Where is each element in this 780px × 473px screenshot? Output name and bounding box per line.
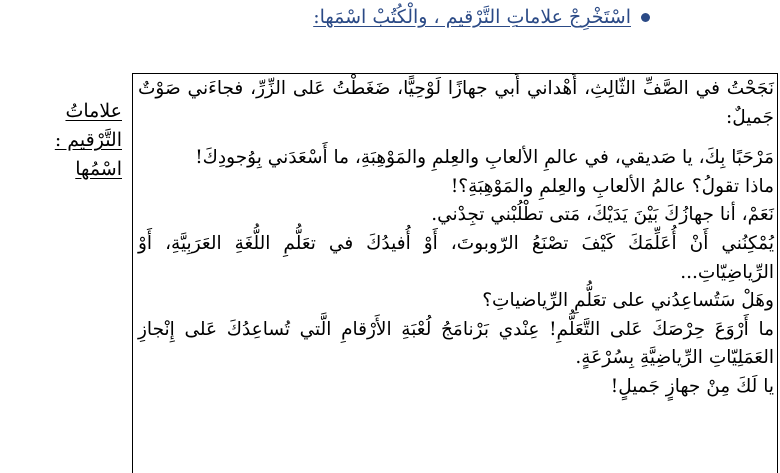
side-label-line-3: اسْمُها [75, 158, 122, 180]
paragraph: وهَلْ سَتُساعِدُني على تعَلُّمِ الرِّياضياتِ؟ [482, 290, 774, 312]
paragraph: مَرْحَبًا بِكَ، يا صَديقي، في عالمِ الألعابِ والعِلمِ والمَوْهِبَةِ، ما أَسْعَدَني بِوُجودِكَ! [195, 147, 774, 169]
paragraph: نَجَحْتُ في الصَّفِّ الثّالِثِ، أَهْداني أَبي جهازًا لَوْحِيًّا، ضَغَطْتُ عَلى الزِّرِّ، فجاءَني صَوْتٌ جَميلٌ: [138, 78, 774, 128]
instruction-text: اسْتَخْرِجْ علاماتِ التَّرْقيم ، والْكُتُبْ اسْمَها: [313, 6, 631, 28]
paragraph: ما أَرْوَعَ حِرْصَكَ عَلى التَّعَلُّمِ! عِنْدي بَرْنامَجُ لُعْبَةِ الأَرْقامِ الَّتي تُساعِدُكَ عَلى إِنْجازِ العَمَلِيّاتِ الرِّياضِيَّةِ بِسُرْعَةٍ. [138, 318, 774, 369]
instruction-line [313, 6, 650, 28]
bullet-icon [641, 13, 650, 22]
paragraph: نَعَمْ، أنا جهازُكَ بَيْنَ يَدَيْكَ، مَتى تطْلُبْني تجِدْني. [431, 204, 774, 226]
story-text [138, 75, 774, 402]
paragraph: يُمْكِنُني أَنْ أُعَلِّمَكَ كَيْفَ تصْنَعُ الرّوبوتَ، أَوْ أُفيدُكَ في تعَلُّمِ اللُّغَةِ العَرَبِيَّةِ، أَوْ الرِّياضِيّاتِ... [138, 232, 774, 283]
side-label [54, 97, 122, 184]
side-label-line-2: التَّرْقيم : [54, 129, 122, 151]
paragraph: يا لَكَ مِنْ جهازٍ جَميلٍ! [610, 375, 774, 397]
side-label-line-1: علاماتُ [65, 100, 122, 122]
paragraph: ماذا تقولُ؟ عالمُ الألعابِ والعِلمِ والمَوْهِبَةِ؟! [450, 175, 774, 197]
